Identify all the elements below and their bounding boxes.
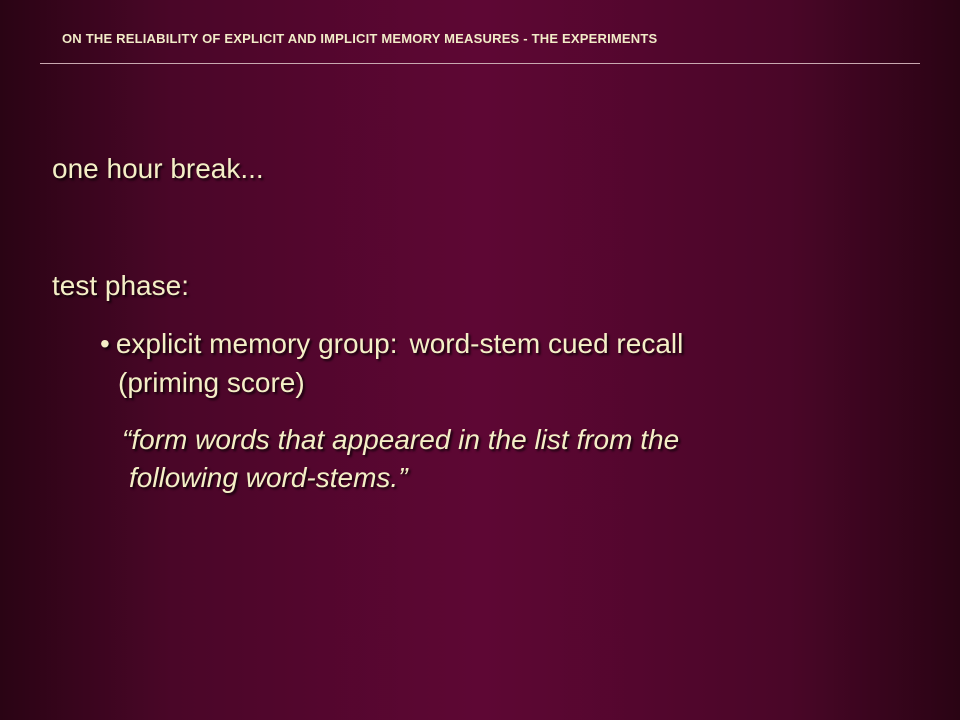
break-text: one hour break... bbox=[52, 153, 264, 184]
instruction-quote-line-1: “form words that appeared in the list from the bbox=[122, 424, 680, 455]
bullet-task: word-stem cued recall bbox=[409, 328, 684, 359]
slide-header: ON THE RELIABILITY OF EXPLICIT AND IMPLICIT MEMORY MEASURES - THE EXPERIMENTS bbox=[62, 31, 658, 46]
instruction-quote-line-2: following word-stems.” bbox=[129, 462, 408, 493]
test-phase-label: test phase: bbox=[52, 270, 189, 301]
bullet-label: explicit memory group: bbox=[115, 328, 398, 359]
bullet-item bbox=[100, 328, 683, 360]
bullet-dot: • bbox=[100, 328, 110, 359]
header-divider bbox=[40, 63, 920, 64]
bullet-score: (priming score) bbox=[118, 367, 305, 398]
